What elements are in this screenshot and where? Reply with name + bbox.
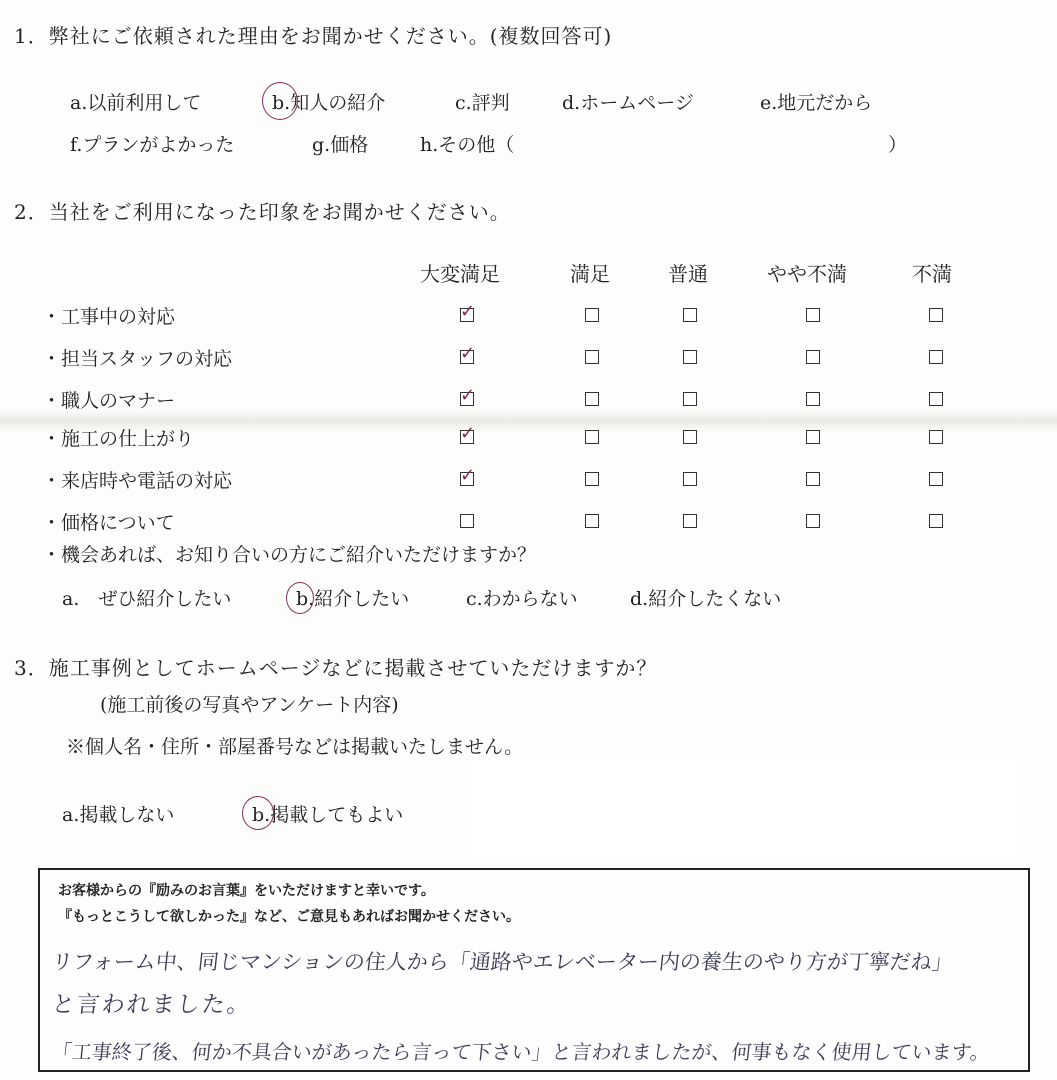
referral-option-a[interactable]: a. ぜひ紹介したい xyxy=(62,588,232,610)
referral-option-d[interactable]: d.紹介したくない xyxy=(630,588,782,610)
white-patch xyxy=(470,756,1022,862)
rating-checkbox[interactable] xyxy=(460,301,476,322)
handwritten-line-2: と言われました。 xyxy=(50,992,254,1018)
rating-checkbox[interactable] xyxy=(806,308,820,322)
q3-note-2: ※個人名・住所・部屋番号などは掲載いたしません。 xyxy=(66,736,524,758)
q3-option-a[interactable]: a.掲載しない xyxy=(62,804,175,826)
q1-option-h-close: ） xyxy=(888,134,908,156)
rating-checkbox[interactable] xyxy=(683,514,697,528)
q2-title: 2．当社をご利用になった印象をお聞かせください。 xyxy=(14,200,511,224)
handwritten-line-1: リフォーム中、同じマンションの住人から「通路やエレベーター内の養生のやり方が丁寧だね」 xyxy=(50,950,955,974)
q2-column-dissatisfied: 不満 xyxy=(912,262,952,286)
referral-selected-circle xyxy=(286,582,314,614)
check-mark-icon: ✓ xyxy=(460,343,476,364)
rating-checkbox[interactable] xyxy=(460,423,476,444)
q1-option-c[interactable]: c.評判 xyxy=(455,92,510,114)
q1-title: 1．弊社にご依頼された理由をお聞かせください。(複数回答可) xyxy=(14,24,613,48)
rating-checkbox[interactable] xyxy=(929,350,943,364)
q1-option-h[interactable]: h.その他（ xyxy=(420,134,515,156)
check-mark-icon: ✓ xyxy=(460,423,476,444)
rating-row-label: ・施工の仕上がり xyxy=(42,428,195,450)
referral-option-b[interactable]: b.紹介したい xyxy=(296,588,410,610)
rating-checkbox[interactable] xyxy=(460,343,476,364)
rating-checkbox[interactable] xyxy=(929,430,943,444)
check-mark-icon: ✓ xyxy=(460,465,476,486)
q1-option-a[interactable]: a.以前利用して xyxy=(70,92,202,114)
comment-prompt-2: 『もっとこうして欲しかった』など、ご意見もあればお聞かせください。 xyxy=(58,909,520,925)
rating-row-label: ・職人のマナー xyxy=(42,390,176,412)
rating-checkbox[interactable] xyxy=(585,472,599,486)
rating-checkbox[interactable] xyxy=(683,308,697,322)
rating-checkbox[interactable] xyxy=(929,308,943,322)
q3-selected-circle xyxy=(242,796,274,830)
q1-option-e[interactable]: e.地元だから xyxy=(760,92,873,114)
q2-column-satisfied: 満足 xyxy=(570,262,610,286)
q2-column-somewhat-dissatisfied: やや不満 xyxy=(767,262,847,286)
q2-column-very-satisfied: 大変満足 xyxy=(420,262,500,286)
referral-option-c[interactable]: c.わからない xyxy=(466,588,578,610)
rating-row-label: ・工事中の対応 xyxy=(42,306,176,328)
rating-checkbox[interactable] xyxy=(585,430,599,444)
rating-checkbox[interactable] xyxy=(585,392,599,406)
q3-option-b[interactable]: b.掲載してもよい xyxy=(252,804,404,826)
q1-option-b[interactable]: b.知人の紹介 xyxy=(272,92,386,114)
rating-checkbox[interactable] xyxy=(585,308,599,322)
rating-checkbox[interactable] xyxy=(806,350,820,364)
check-mark-icon: ✓ xyxy=(460,301,476,322)
rating-checkbox[interactable] xyxy=(929,392,943,406)
q1-option-g[interactable]: g.価格 xyxy=(312,134,369,156)
rating-checkbox[interactable] xyxy=(806,514,820,528)
rating-row-label: ・来店時や電話の対応 xyxy=(42,470,233,492)
check-mark-icon: ✓ xyxy=(460,385,476,406)
rating-checkbox[interactable] xyxy=(460,465,476,486)
handwritten-line-3: 「工事終了後、何か不具合いがあったら言って下さい」と言われましたが、何事もなく使用しています。 xyxy=(50,1040,992,1064)
comment-prompt-1: お客様からの『励みのお言葉』をいただけますと幸いです。 xyxy=(58,883,435,899)
rating-checkbox[interactable] xyxy=(806,392,820,406)
rating-checkbox[interactable] xyxy=(585,514,599,528)
rating-checkbox[interactable] xyxy=(585,350,599,364)
q1-selected-circle xyxy=(262,82,298,120)
rating-checkbox[interactable] xyxy=(460,514,474,528)
rating-checkbox[interactable] xyxy=(929,472,943,486)
q2-column-normal: 普通 xyxy=(668,262,708,286)
rating-checkbox[interactable] xyxy=(683,392,697,406)
rating-checkbox[interactable] xyxy=(683,350,697,364)
rating-checkbox[interactable] xyxy=(929,514,943,528)
rating-row-label: ・担当スタッフの対応 xyxy=(42,348,233,370)
q3-title: 3．施工事例としてホームページなどに掲載させていただけますか？ xyxy=(14,656,658,680)
rating-checkbox[interactable] xyxy=(806,472,820,486)
rating-row-label: ・価格について xyxy=(42,512,175,534)
q1-option-f[interactable]: f.プランがよかった xyxy=(70,134,235,156)
q3-note-1: (施工前後の写真やアンケート内容) xyxy=(100,694,399,716)
rating-checkbox[interactable] xyxy=(683,472,697,486)
referral-question: ・機会あれば、お知り合いの方にご紹介いただけますか？ xyxy=(42,544,537,566)
rating-checkbox[interactable] xyxy=(460,385,476,406)
rating-checkbox[interactable] xyxy=(806,430,820,444)
q1-option-d[interactable]: d.ホームページ xyxy=(562,92,694,114)
rating-checkbox[interactable] xyxy=(683,430,697,444)
